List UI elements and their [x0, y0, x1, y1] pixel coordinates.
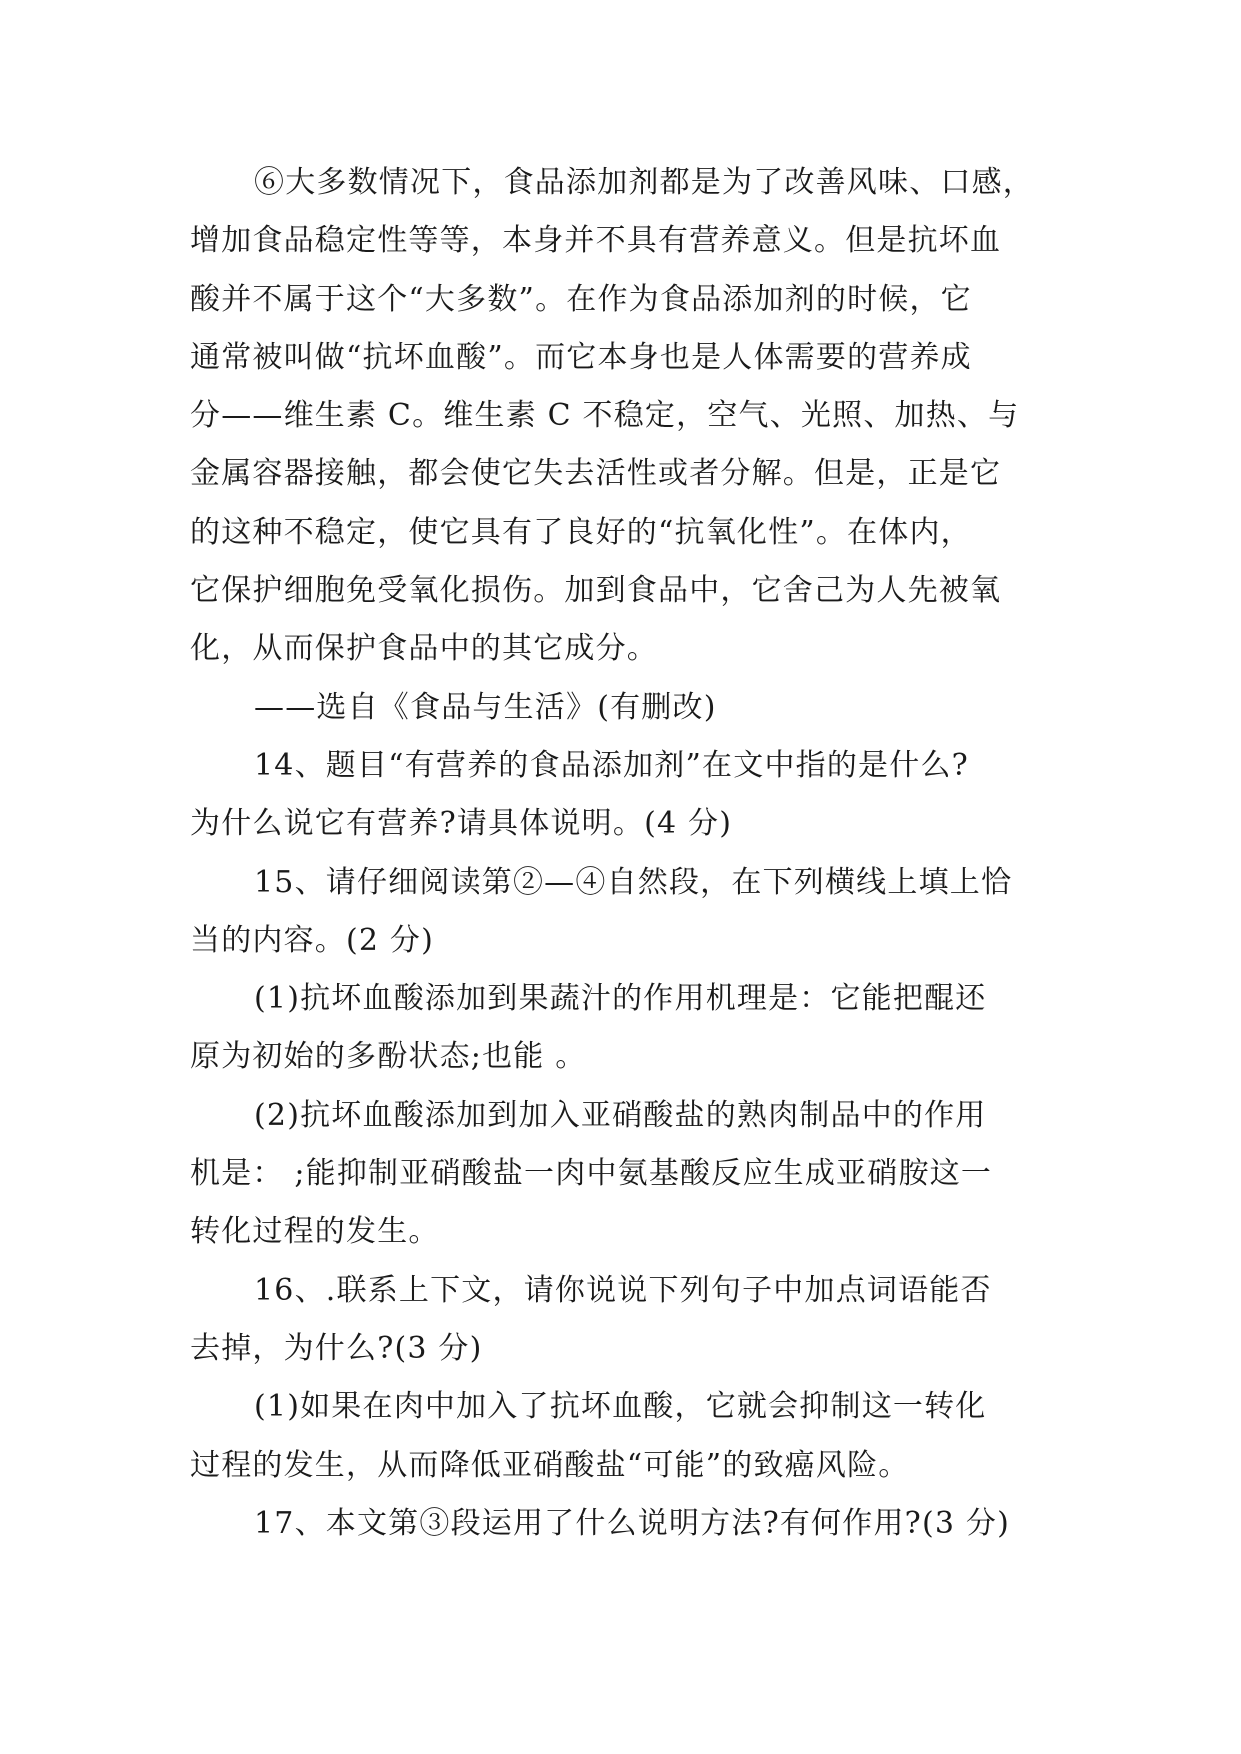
paragraph-line: 金属容器接触，都会使它失去活性或者分解。但是，正是它 [190, 456, 1002, 492]
source-citation: ——选自《食品与生活》(有删改) [254, 689, 717, 725]
paragraph-6 [190, 154, 1058, 679]
question-line: (1)抗坏血酸添加到果蔬汁的作用机理是：它能把醌还 [254, 981, 987, 1017]
question-line: 14、题目“有营养的食品添加剂”在文中指的是什么? [254, 747, 969, 783]
paragraph-line: 的这种不稳定，使它具有了良好的“抗氧化性”。在体内， [190, 514, 972, 550]
question-line: 转化过程的发生。 [190, 1214, 440, 1250]
paragraph-line: 酸并不属于这个“大多数”。在作为食品添加剂的时候，它 [190, 281, 972, 317]
question-line: 机是： ;能抑制亚硝酸盐一肉中氨基酸反应生成亚硝胺这一 [190, 1156, 993, 1192]
question-16 [190, 1262, 1058, 1379]
question-line: 去掉，为什么?(3 分) [190, 1330, 483, 1366]
paragraph-line: 化，从而保护食品中的其它成分。 [190, 631, 658, 667]
question-17 [190, 1495, 1058, 1553]
question-line: 当的内容。(2 分) [190, 922, 435, 958]
question-line: 17、本文第③段运用了什么说明方法?有何作用?(3 分) [254, 1505, 1010, 1541]
paragraph-line: 它保护细胞免受氧化损伤。加到食品中，它舍己为人先被氧 [190, 573, 1002, 609]
question-line: 16、.联系上下文，请你说说下列句子中加点词语能否 [254, 1272, 992, 1308]
question-14 [190, 737, 1058, 854]
paragraph-line: ⑥大多数情况下，食品添加剂都是为了改善风味、口感， [254, 165, 1034, 200]
question-16-part-1 [190, 1378, 1058, 1495]
paragraph-line: 通常被叫做“抗坏血酸”。而它本身也是人体需要的营养成 [190, 339, 972, 375]
question-line: 15、请仔细阅读第②—④自然段，在下列横线上填上恰 [254, 864, 1013, 900]
document-body [190, 154, 1058, 1553]
question-line: 原为初始的多酚状态;也能 。 [190, 1039, 587, 1075]
question-15 [190, 854, 1058, 971]
question-line: (1)如果在肉中加入了抗坏血酸，它就会抑制这一转化 [254, 1389, 987, 1425]
question-line: (2)抗坏血酸添加到加入亚硝酸盐的熟肉制品中的作用 [254, 1097, 987, 1133]
paragraph-line: 分——维生素 C。维生素 C 不稳定，空气、光照、加热、与 [190, 398, 1020, 434]
paragraph-line: 增加食品稳定性等等，本身并不具有营养意义。但是抗坏血 [190, 223, 1002, 259]
question-line: 为什么说它有营养?请具体说明。(4 分) [190, 806, 733, 842]
question-line: 过程的发生，从而降低亚硝酸盐“可能”的致癌风险。 [190, 1447, 910, 1483]
question-15-part-2 [190, 1087, 1058, 1262]
question-15-part-1 [190, 970, 1058, 1087]
